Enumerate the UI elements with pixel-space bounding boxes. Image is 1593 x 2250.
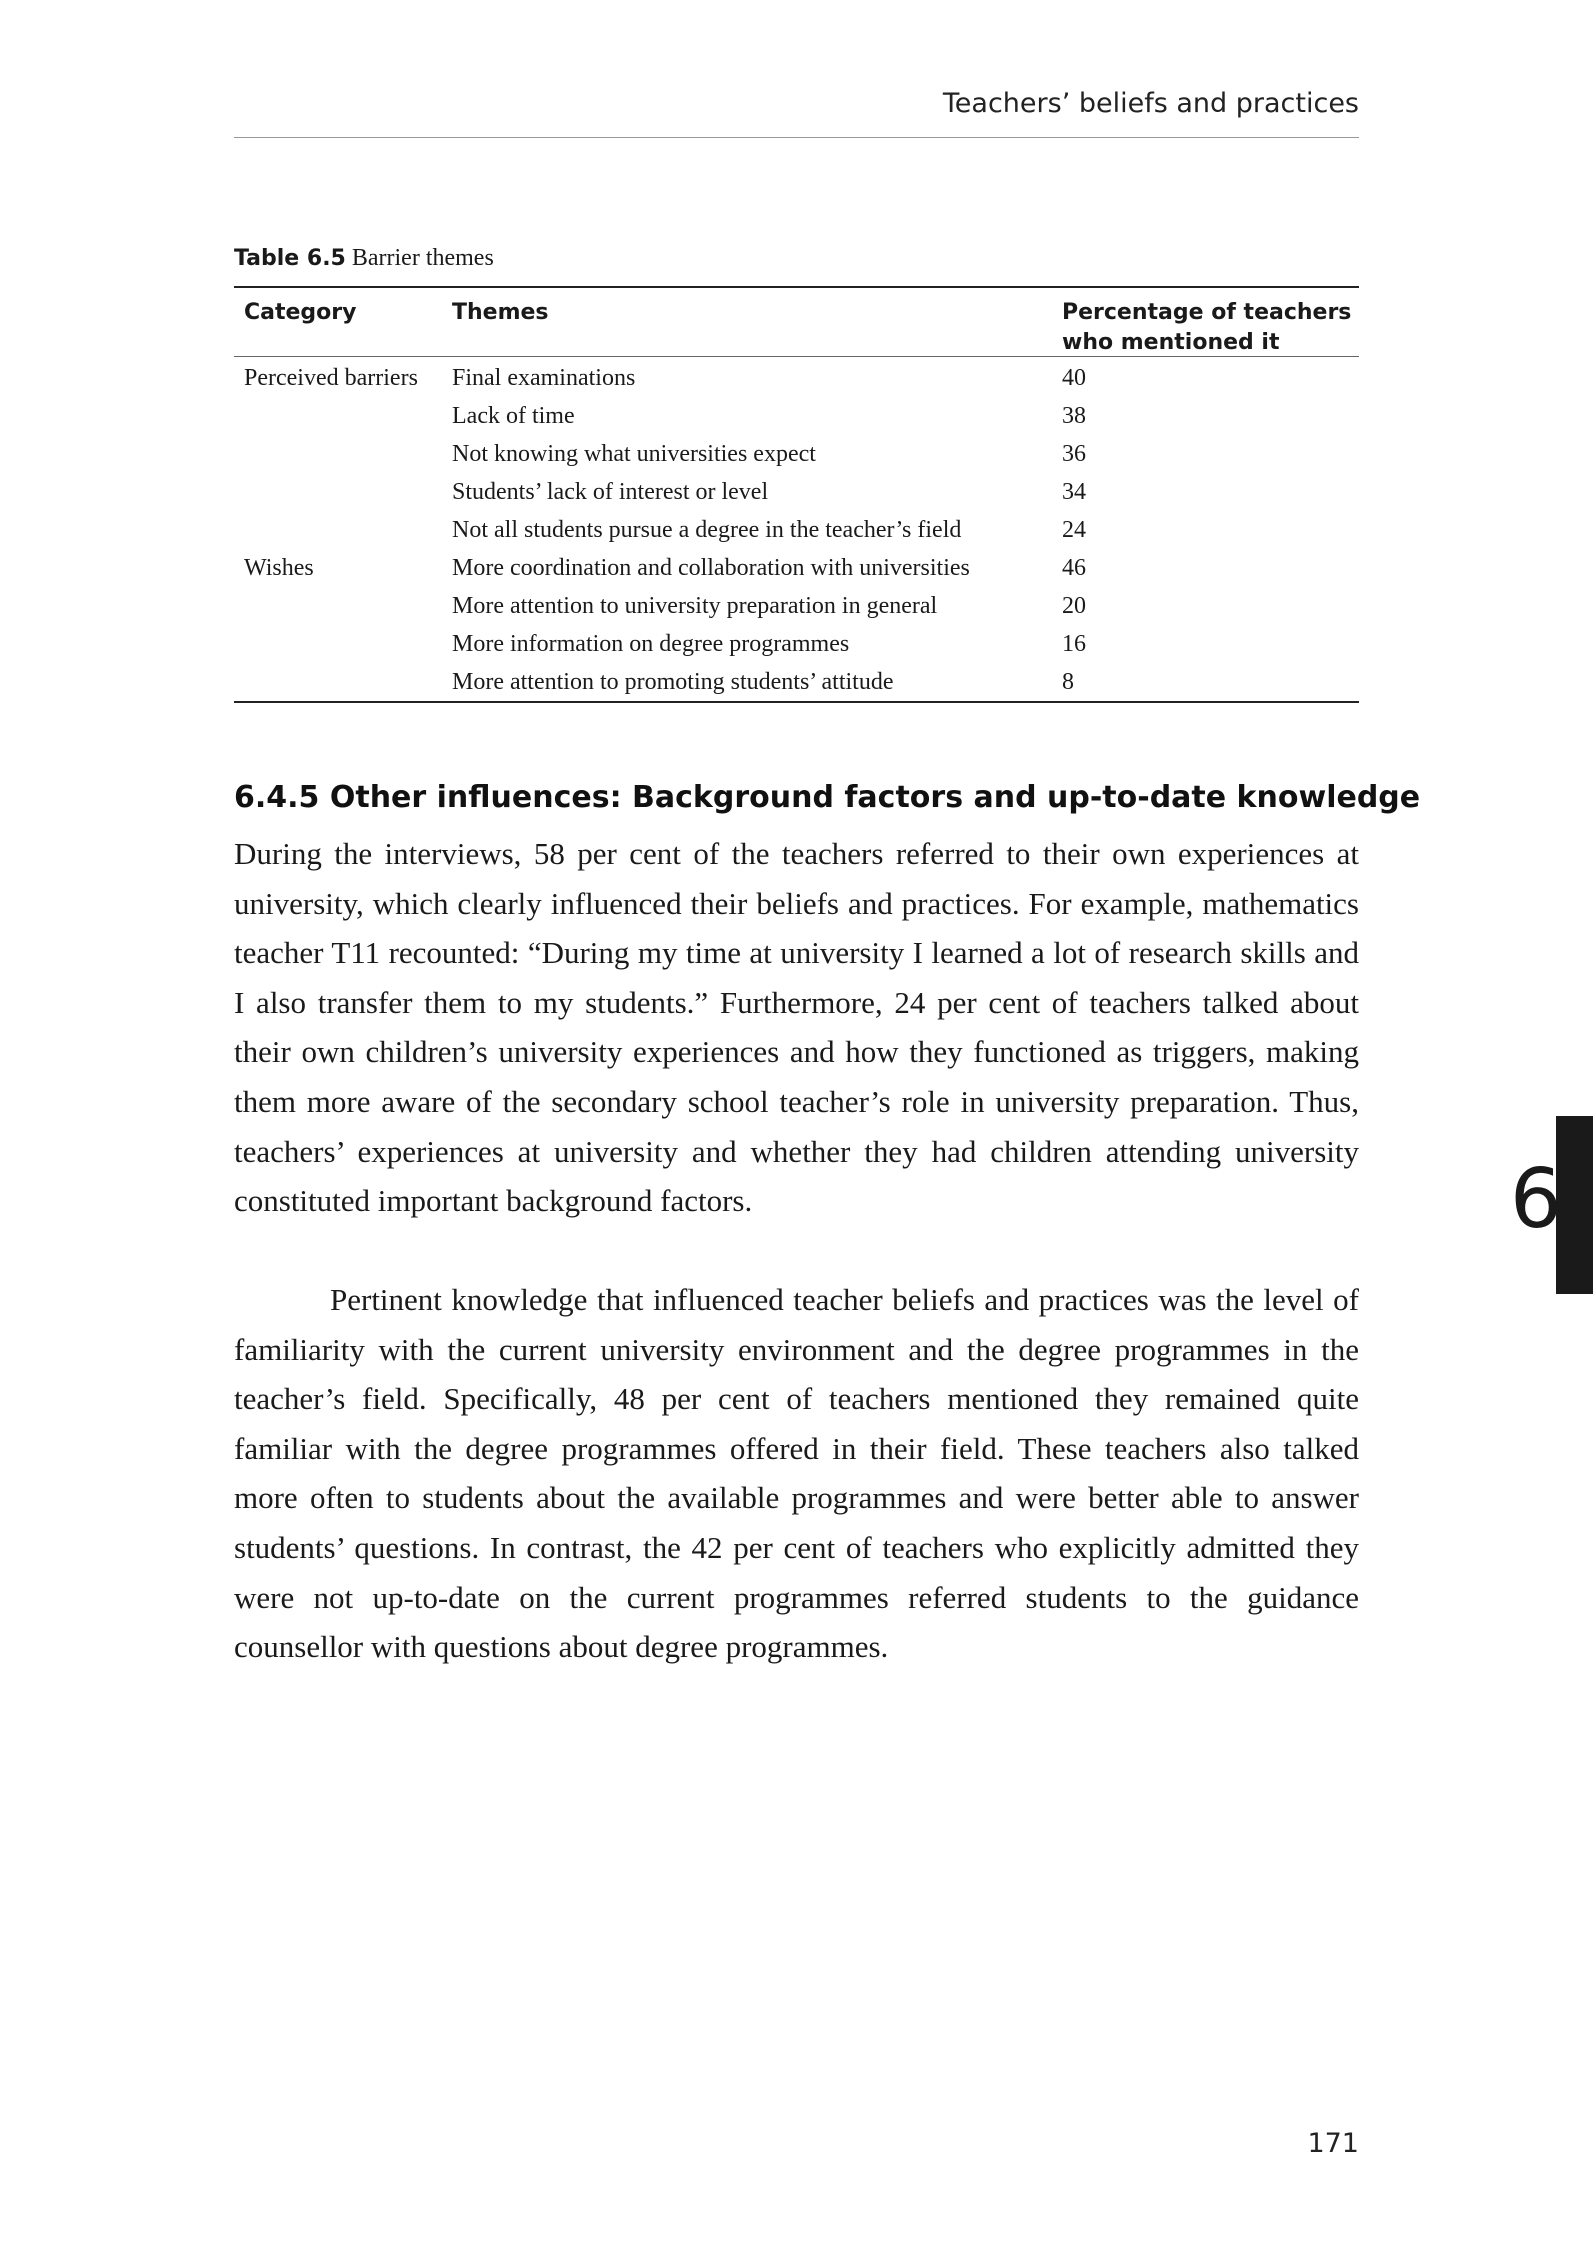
table-label: Table 6.5	[234, 246, 346, 271]
cell-percentage: 40	[1062, 364, 1086, 391]
cell-category: Perceived barriers	[244, 364, 418, 391]
cell-theme: Final examinations	[452, 364, 636, 391]
table-row	[234, 587, 1359, 625]
header-rule	[234, 137, 1359, 138]
cell-percentage: 16	[1062, 630, 1086, 657]
page-number: 171	[1307, 2128, 1359, 2159]
table-row	[234, 625, 1359, 663]
cell-theme: More attention to university preparation in general	[452, 592, 938, 619]
cell-theme: More coordination and collaboration with universities	[452, 554, 970, 581]
table-row	[234, 473, 1359, 511]
cell-theme: Not knowing what universities expect	[452, 440, 816, 467]
cell-theme: Not all students pursue a degree in the teacher’s field	[452, 516, 962, 543]
running-head: Teachers’ beliefs and practices	[942, 88, 1359, 119]
table-row	[234, 511, 1359, 549]
cell-percentage: 46	[1062, 554, 1086, 581]
cell-theme: Students’ lack of interest or level	[452, 478, 769, 505]
cell-percentage: 34	[1062, 478, 1086, 505]
header-percentage	[1062, 298, 1359, 356]
table-body	[234, 357, 1359, 701]
table-header-row	[234, 288, 1359, 357]
table-title: Barrier themes	[351, 245, 494, 271]
table-row	[234, 435, 1359, 473]
body-paragraph: Pertinent knowledge that influenced teacher beliefs and practices was the level of familiarity with the current university environment and the degree programmes in the teacher’s field. Specifically, 48 per cent of teachers mentioned they remained quite familiar with the degree programmes offered in their field. These teachers also talked more often to students about the available programmes and were better able to answer students’ questions. In contrast, the 42 per cent of teachers who explicitly admitted they were not up-to-date on the current programmes referred students to the guidance counsellor with questions about degree programmes.	[234, 1282, 1359, 1665]
cell-theme: Lack of time	[452, 402, 575, 429]
cell-category: Wishes	[244, 554, 314, 581]
cell-percentage: 20	[1062, 592, 1086, 619]
table-row	[234, 359, 1359, 397]
body-paragraph: During the interviews, 58 per cent of the teachers referred to their own experiences at university, which clearly influenced their beliefs and practices. For example, mathematics teacher T11 recounted: “During my time at university I learned a lot of research skills and I also transfer them to my students.” Furthermore, 24 per cent of teachers talked about their own children’s university experiences and how they functioned as triggers, making them more aware of the secondary school teacher’s role in university preparation. Thus, teachers’ experiences at university and whether they had children attending university constituted important background factors.	[234, 836, 1359, 1219]
header-category: Category	[244, 300, 357, 325]
table-row	[234, 397, 1359, 435]
header-themes: Themes	[452, 300, 549, 325]
barrier-themes-table	[234, 286, 1359, 703]
header-percentage-line1: Percentage of teachers	[1062, 300, 1352, 325]
table-row	[234, 663, 1359, 701]
cell-percentage: 24	[1062, 516, 1086, 543]
header-percentage-line2: who mentioned it	[1062, 330, 1280, 355]
cell-theme: More information on degree programmes	[452, 630, 850, 657]
cell-percentage: 8	[1062, 668, 1074, 695]
section-heading: 6.4.5 Other influences: Background factors and up-to-date knowledge	[234, 780, 1421, 815]
cell-percentage: 36	[1062, 440, 1086, 467]
cell-theme: More attention to promoting students’ attitude	[452, 668, 894, 695]
table-caption	[234, 245, 494, 272]
table-row	[234, 549, 1359, 587]
chapter-tab-number: 6	[1509, 1152, 1562, 1247]
cell-percentage: 38	[1062, 402, 1086, 429]
